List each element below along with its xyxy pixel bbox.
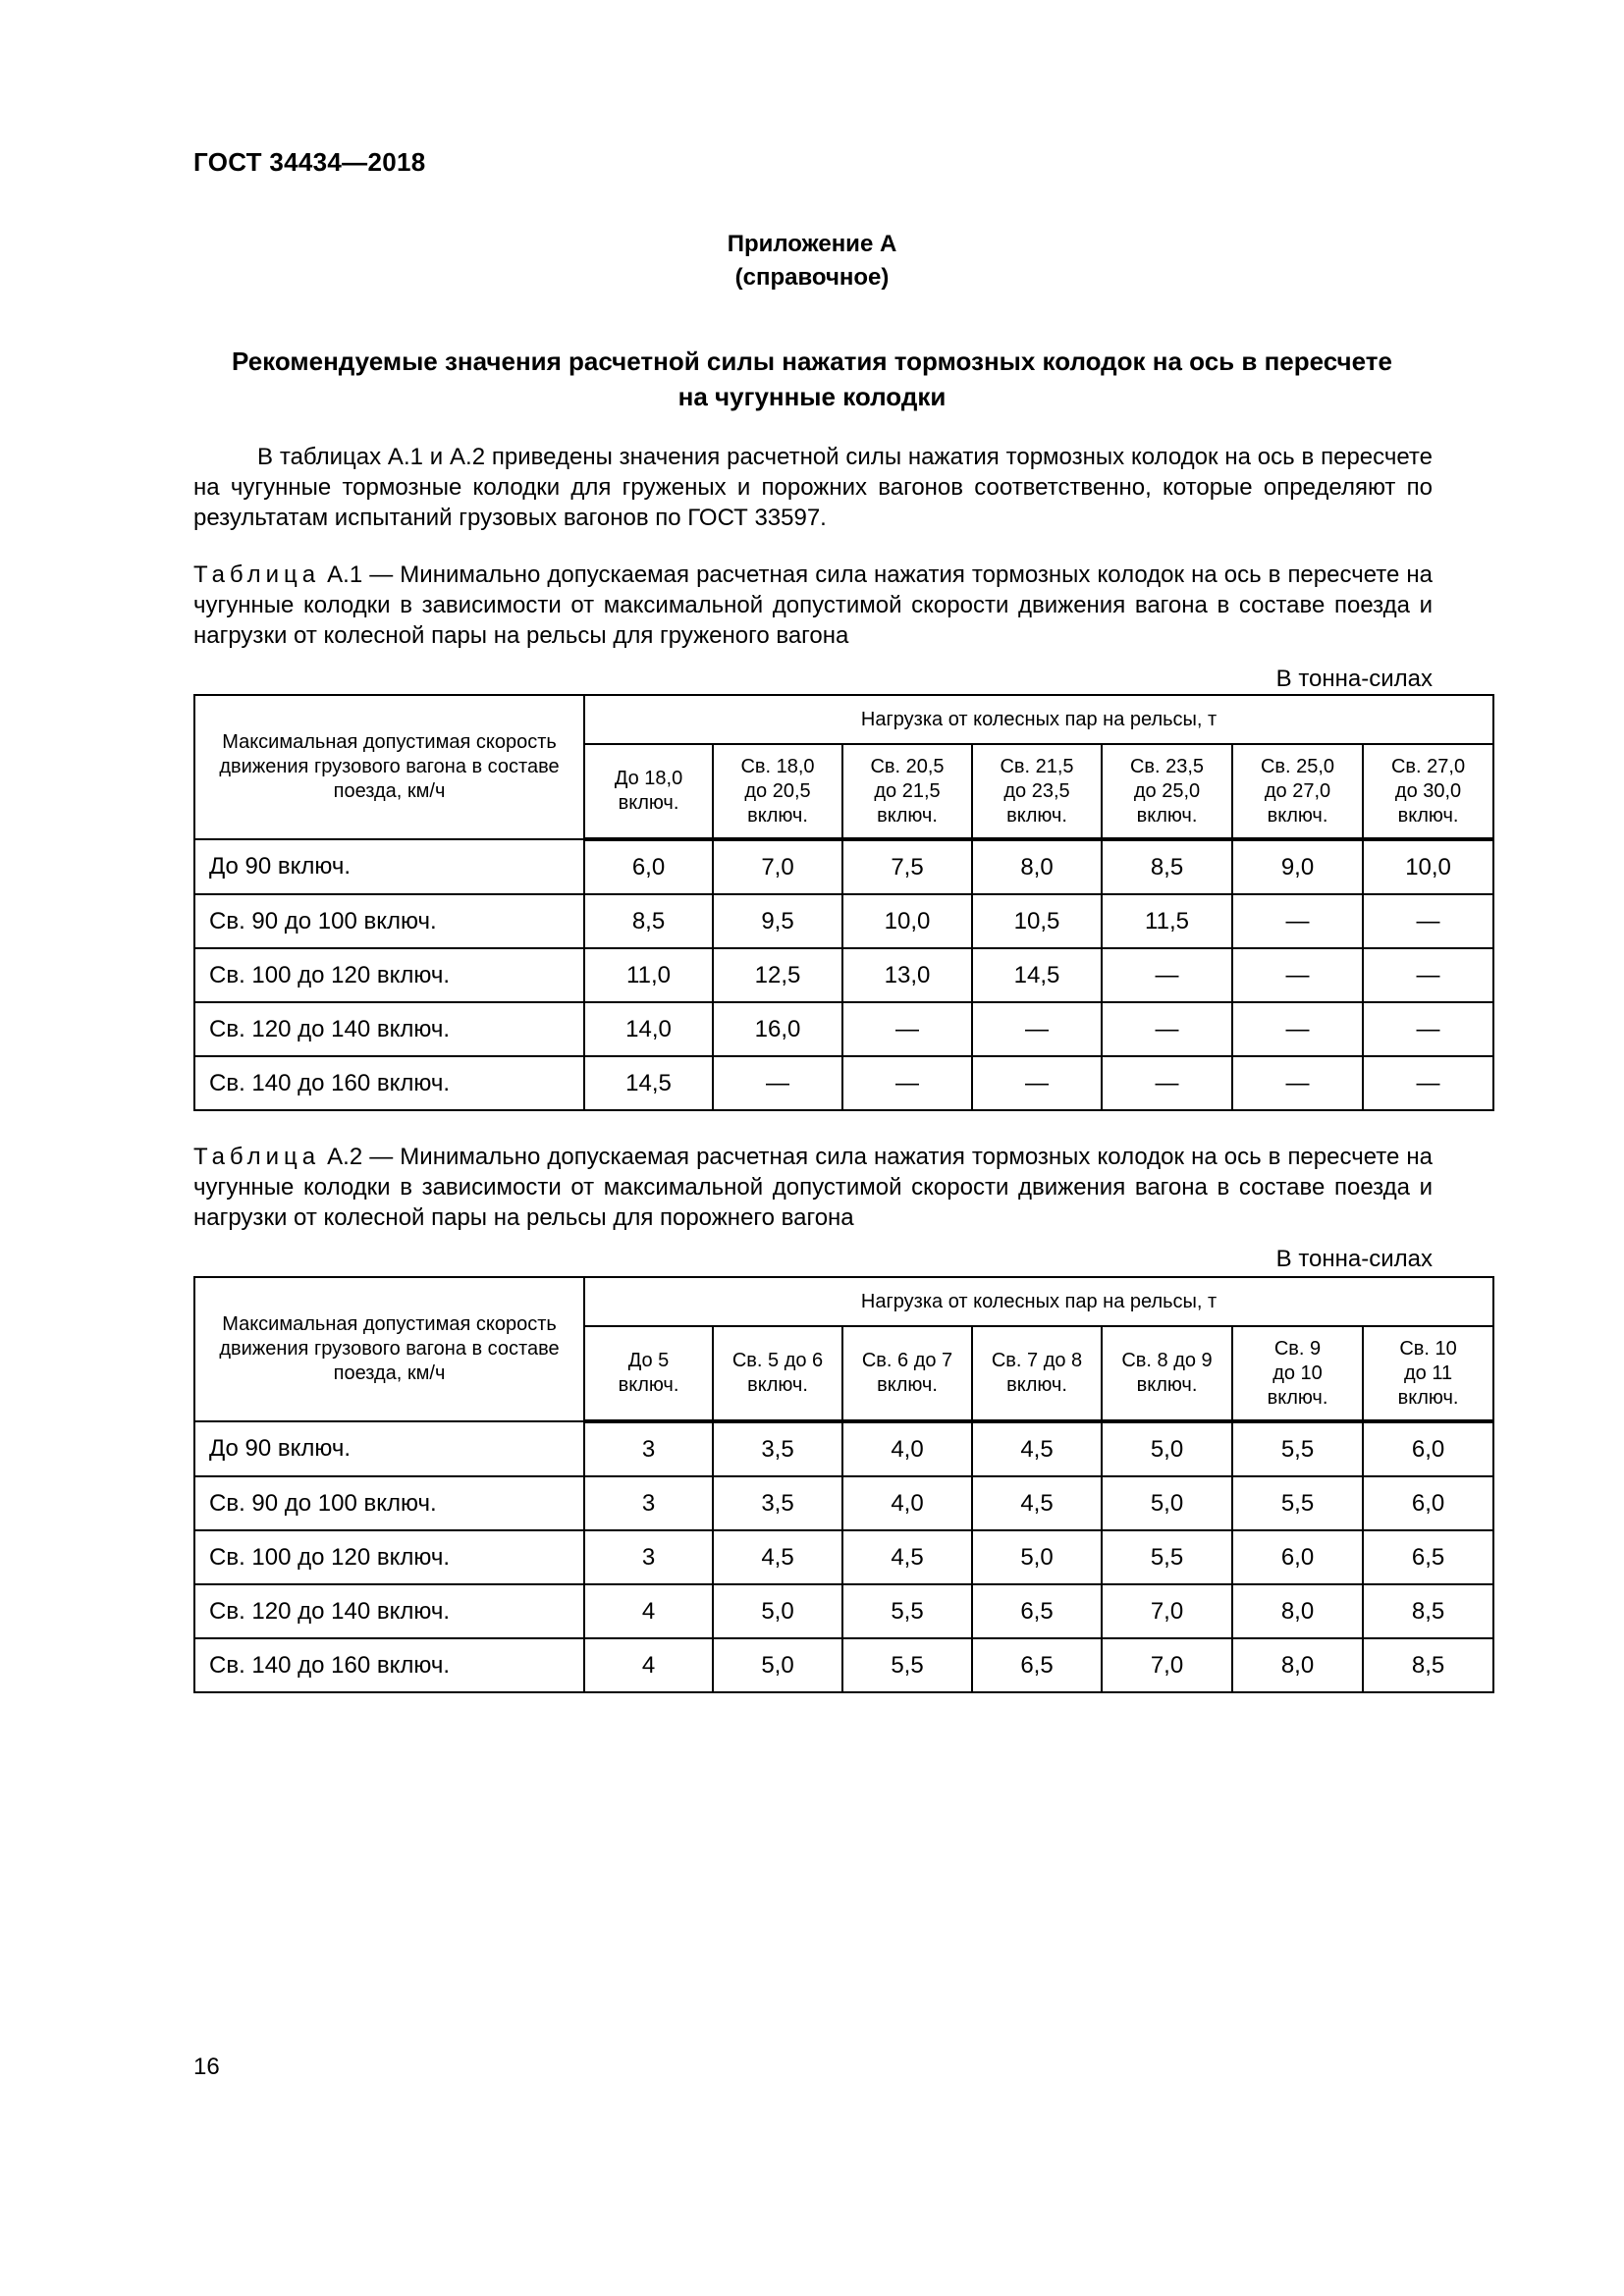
load-column-header	[1102, 1326, 1232, 1421]
force-value-cell: 5,0	[713, 1638, 842, 1692]
force-value-cell: 6,5	[972, 1638, 1102, 1692]
speed-range-cell: Св. 90 до 100 включ.	[194, 894, 584, 948]
table-row	[194, 1584, 1493, 1638]
load-column-header-line: До 18,0	[614, 768, 683, 789]
force-value-cell: 14,0	[584, 1002, 713, 1056]
force-value-cell: —	[1232, 1002, 1363, 1056]
table-a1-units: В тонна-силах	[1275, 666, 1433, 692]
force-value-cell: 16,0	[713, 1002, 842, 1056]
force-value-cell: 8,0	[972, 839, 1102, 894]
load-column-header-line: Св. 5 до 6	[731, 1350, 824, 1371]
speed-range-cell: Св. 100 до 120 включ.	[194, 948, 584, 1002]
force-value-cell: —	[972, 1002, 1102, 1056]
load-column-header-line: Св. 18,0	[740, 755, 815, 777]
force-value-cell: 6,0	[584, 839, 713, 894]
load-column-header	[713, 744, 842, 839]
force-value-cell: 6,5	[972, 1584, 1102, 1638]
force-value-cell: 3,5	[713, 1421, 842, 1476]
appendix-type: (справочное)	[734, 264, 890, 291]
load-column-header-line: включ.	[747, 1374, 808, 1396]
force-value-cell: 6,5	[1363, 1530, 1493, 1584]
speed-range-cell: Св. 120 до 140 включ.	[194, 1584, 584, 1638]
load-column-header-line: включ.	[618, 1374, 679, 1396]
speed-range-cell: До 90 включ.	[194, 1421, 584, 1476]
force-value-cell: 9,5	[713, 894, 842, 948]
force-value-cell: 4,5	[972, 1421, 1102, 1476]
force-value-cell: 5,0	[1102, 1476, 1232, 1530]
force-value-cell: 12,5	[713, 948, 842, 1002]
force-value-cell: 5,5	[842, 1584, 972, 1638]
force-value-cell: 7,0	[713, 839, 842, 894]
table-row	[194, 839, 1493, 894]
load-column-header	[713, 1326, 842, 1421]
load-column-header-line: Св. 9	[1273, 1337, 1322, 1360]
force-value-cell: 4,5	[842, 1530, 972, 1584]
table-a2-caption-number: А.2	[320, 1144, 363, 1170]
load-column-header-line: Св. 20,5	[870, 755, 945, 777]
force-value-cell: 8,5	[1363, 1584, 1493, 1638]
load-column-header-line: Св. 6 до 7	[861, 1350, 953, 1371]
load-column-header	[1102, 744, 1232, 839]
load-column-header	[842, 1326, 972, 1421]
force-value-cell: 10,0	[1363, 839, 1493, 894]
force-value-cell: 8,0	[1232, 1638, 1363, 1692]
table-a1-body	[194, 839, 1493, 1110]
load-column-header-line: включ.	[1006, 1374, 1067, 1396]
force-value-cell: —	[972, 1056, 1102, 1110]
appendix-title: Приложение А	[727, 231, 897, 257]
load-column-header-line: включ.	[1136, 1374, 1198, 1396]
force-value-cell: 3,5	[713, 1476, 842, 1530]
force-value-cell: 8,5	[1102, 839, 1232, 894]
load-column-header-line: До 5	[627, 1350, 670, 1371]
force-value-cell: 8,0	[1232, 1584, 1363, 1638]
force-value-cell: 13,0	[842, 948, 972, 1002]
load-column-header-line: до 11	[1403, 1362, 1453, 1384]
table-row	[194, 948, 1493, 1002]
load-column-header-line: включ.	[877, 1374, 938, 1396]
load-column-group-header: Нагрузка от колесных пар на рельсы, т	[584, 695, 1493, 744]
force-value-cell: 14,5	[584, 1056, 713, 1110]
force-value-cell: 7,5	[842, 839, 972, 894]
speed-column-header: Максимальная допустимая скорость движения грузового вагона в составе поезда, км/ч	[194, 1277, 584, 1421]
speed-column-header: Максимальная допустимая скорость движения грузового вагона в составе поезда, км/ч	[194, 695, 584, 839]
table-a2-caption	[193, 1142, 1433, 1233]
force-value-cell: 14,5	[972, 948, 1102, 1002]
table-row	[194, 1056, 1493, 1110]
load-column-header	[1363, 1326, 1493, 1421]
force-value-cell: 8,5	[584, 894, 713, 948]
force-value-cell: 4,5	[713, 1530, 842, 1584]
force-value-cell: —	[842, 1002, 972, 1056]
load-column-header-line: включ.	[1267, 1386, 1328, 1409]
speed-range-cell: Св. 140 до 160 включ.	[194, 1056, 584, 1110]
load-column-header-line: включ.	[877, 804, 938, 827]
force-value-cell: —	[1363, 1056, 1493, 1110]
load-column-header	[584, 1326, 713, 1421]
table-a2-caption-text: — Минимально допускаемая расчетная сила нажатия тормозных колодок на ось в пересчете на чугунные колодки в зависимости от максимальной допустимой скорости движения вагона в составе поезда и нагрузки от колесной пары на рельсы для порожнего вагона	[193, 1144, 1433, 1231]
force-value-cell: —	[1363, 1002, 1493, 1056]
force-value-cell: 5,5	[842, 1638, 972, 1692]
force-value-cell: 5,0	[1102, 1421, 1232, 1476]
table-a1-caption	[193, 560, 1433, 651]
document-title-line-1: Рекомендуемые значения расчетной силы нажатия тормозных колодок на ось в пересчете	[232, 347, 1392, 376]
load-column-header-line: включ.	[1136, 804, 1198, 827]
table-row	[194, 1002, 1493, 1056]
force-value-cell: 11,5	[1102, 894, 1232, 948]
force-value-cell: —	[1232, 1056, 1363, 1110]
load-column-header-line: до 20,5	[744, 779, 811, 802]
force-value-cell: —	[1363, 948, 1493, 1002]
load-column-header-line: Св. 27,0	[1390, 755, 1466, 777]
load-column-header-line: Св. 21,5	[1000, 755, 1074, 777]
table-row	[194, 1421, 1493, 1476]
table-a2-body	[194, 1421, 1493, 1692]
table-a1-caption-prefix: Таблица	[193, 561, 321, 588]
force-value-cell: 4,0	[842, 1476, 972, 1530]
force-value-cell: 5,0	[713, 1584, 842, 1638]
load-column-header	[972, 1326, 1102, 1421]
speed-range-cell: До 90 включ.	[194, 839, 584, 894]
force-value-cell: 3	[584, 1421, 713, 1476]
force-value-cell: 5,5	[1232, 1476, 1363, 1530]
force-value-cell: 5,0	[972, 1530, 1102, 1584]
load-column-header-line: до 21,5	[874, 779, 941, 802]
load-column-header	[1232, 744, 1363, 839]
force-value-cell: 8,5	[1363, 1638, 1493, 1692]
load-column-header-line: до 25,0	[1133, 779, 1201, 802]
force-value-cell: —	[1102, 1002, 1232, 1056]
table-row	[194, 894, 1493, 948]
force-value-cell: 6,0	[1363, 1476, 1493, 1530]
force-value-cell: 11,0	[584, 948, 713, 1002]
load-column-header-line: включ.	[1397, 804, 1459, 827]
force-value-cell: 7,0	[1102, 1638, 1232, 1692]
force-value-cell: 4,0	[842, 1421, 972, 1476]
load-column-header-line: Св. 8 до 9	[1121, 1350, 1213, 1371]
load-column-header-line: включ.	[618, 792, 679, 814]
load-column-header	[1232, 1326, 1363, 1421]
page-number: 16	[193, 2054, 220, 2080]
document-title-line-2: на чугунные колодки	[677, 382, 947, 411]
load-column-header	[1363, 744, 1493, 839]
speed-range-cell: Св. 120 до 140 включ.	[194, 1002, 584, 1056]
force-value-cell: —	[1232, 948, 1363, 1002]
force-value-cell: —	[1363, 894, 1493, 948]
force-value-cell: 5,5	[1102, 1530, 1232, 1584]
force-value-cell: 4,5	[972, 1476, 1102, 1530]
force-value-cell: 7,0	[1102, 1584, 1232, 1638]
table-row	[194, 1638, 1493, 1692]
speed-range-cell: Св. 90 до 100 включ.	[194, 1476, 584, 1530]
load-column-header	[972, 744, 1102, 839]
force-value-cell: 10,5	[972, 894, 1102, 948]
load-column-header	[842, 744, 972, 839]
intro-paragraph: В таблицах А.1 и А.2 приведены значения расчетной силы нажатия тормозных колодок на ось в пересчете на чугунные тормозные колодки для груженых и порожних вагонов соответственно, которые определяют по результатам испытаний грузовых вагонов по ГОСТ 33597.	[193, 444, 1433, 531]
force-value-cell: —	[1232, 894, 1363, 948]
load-column-header-line: Св. 23,5	[1129, 755, 1205, 777]
force-value-cell: —	[1102, 1056, 1232, 1110]
force-value-cell: 10,0	[842, 894, 972, 948]
load-column-header-line: включ.	[1006, 804, 1067, 827]
force-value-cell: —	[713, 1056, 842, 1110]
table-row	[194, 1530, 1493, 1584]
load-column-header-line: до 10	[1272, 1362, 1323, 1384]
appendix-heading	[0, 228, 1624, 294]
force-value-cell: —	[842, 1056, 972, 1110]
load-column-header-line: до 23,5	[1003, 779, 1070, 802]
standard-designation: ГОСТ 34434—2018	[193, 147, 426, 177]
load-column-header-line: включ.	[747, 804, 808, 827]
table-a2	[193, 1276, 1494, 1693]
load-column-header-line: Св. 10	[1399, 1337, 1457, 1360]
load-column-header-line: до 30,0	[1394, 779, 1462, 802]
table-a2-units: В тонна-силах	[1275, 1246, 1433, 1272]
force-value-cell: 6,0	[1363, 1421, 1493, 1476]
table-a2-caption-prefix: Таблица	[193, 1144, 321, 1170]
load-column-header-line: Св. 7 до 8	[991, 1350, 1083, 1371]
speed-range-cell: Св. 100 до 120 включ.	[194, 1530, 584, 1584]
load-column-header	[584, 744, 713, 839]
table-a1	[193, 694, 1494, 1111]
table-row	[194, 1476, 1493, 1530]
table-a1-caption-number: А.1	[320, 561, 363, 588]
load-column-header-line: Св. 25,0	[1260, 755, 1335, 777]
force-value-cell: 3	[584, 1476, 713, 1530]
force-value-cell: 3	[584, 1530, 713, 1584]
load-column-header-line: включ.	[1267, 804, 1328, 827]
table-a1-caption-text: — Минимально допускаемая расчетная сила нажатия тормозных колодок на ось в пересчете на чугунные колодки в зависимости от максимальной допустимой скорости движения вагона в составе поезда и нагрузки от колесной пары на рельсы для груженого вагона	[193, 561, 1433, 649]
force-value-cell: 5,5	[1232, 1421, 1363, 1476]
load-column-group-header: Нагрузка от колесных пар на рельсы, т	[584, 1277, 1493, 1326]
force-value-cell: 6,0	[1232, 1530, 1363, 1584]
load-column-header-line: до 27,0	[1264, 779, 1331, 802]
force-value-cell: 9,0	[1232, 839, 1363, 894]
document-title	[193, 344, 1431, 414]
speed-range-cell: Св. 140 до 160 включ.	[194, 1638, 584, 1692]
force-value-cell: 4	[584, 1638, 713, 1692]
force-value-cell: —	[1102, 948, 1232, 1002]
force-value-cell: 4	[584, 1584, 713, 1638]
load-column-header-line: включ.	[1397, 1386, 1459, 1409]
